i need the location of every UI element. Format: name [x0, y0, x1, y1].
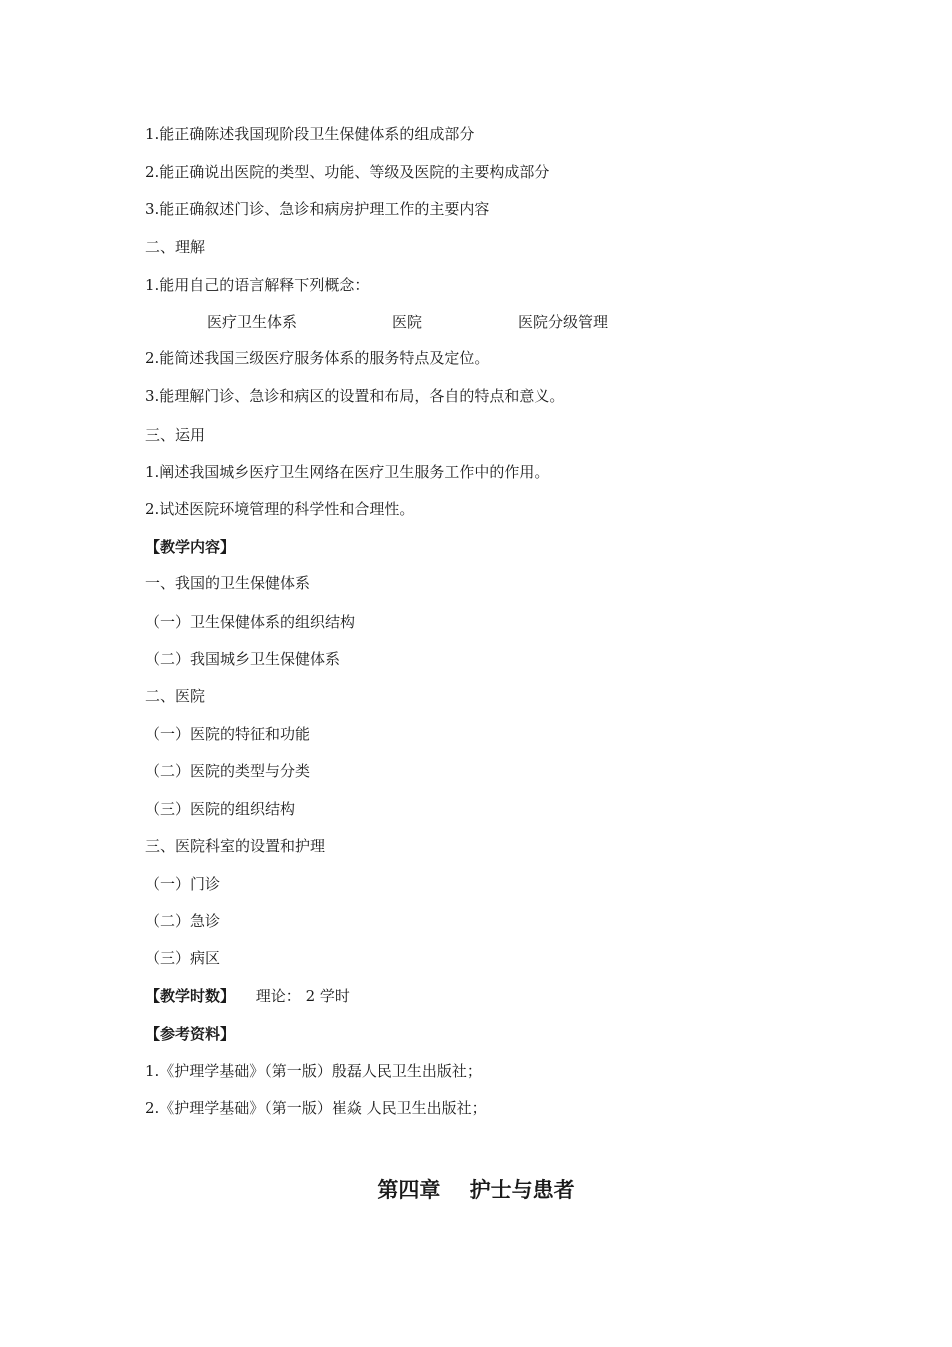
- section-understand-heading: 二、理解: [145, 238, 206, 256]
- section-apply-heading: 三、运用: [145, 426, 206, 444]
- content-section-2: 二、医院: [145, 687, 206, 705]
- content-item-1-2: （二）我国城乡卫生保健体系: [145, 650, 341, 668]
- content-item-2-2: （二）医院的类型与分类: [145, 762, 311, 780]
- teaching-hours-value: 理论： 2 学时: [255, 987, 350, 1005]
- teaching-hours-heading: 【教学时数】: [145, 987, 236, 1005]
- references-heading: 【参考资料】: [145, 1025, 236, 1043]
- teaching-hours-row: [145, 986, 350, 1006]
- content-item-2-3: （三）医院的组织结构: [145, 800, 296, 818]
- understand-item-2: 2.能简述我国三级医疗服务体系的服务特点及定位。: [145, 349, 490, 367]
- content-item-1-1: （一）卫生保健体系的组织结构: [145, 613, 356, 631]
- reference-1: 1.《护理学基础》（第一版）殷磊人民卫生出版社；: [145, 1062, 482, 1080]
- term-1: 医疗卫生体系: [207, 313, 298, 331]
- term-2: 医院: [392, 313, 423, 331]
- content-item-2-1: （一）医院的特征和功能: [145, 725, 311, 743]
- content-item-3-1: （一）门诊: [145, 875, 221, 893]
- apply-item-2: 2.试述医院环境管理的科学性和合理性。: [145, 500, 415, 518]
- content-section-3: 三、医院科室的设置和护理: [145, 837, 326, 855]
- chapter-title: 第四章 护士与患者: [377, 1177, 575, 1202]
- objective-3: 3.能正确叙述门诊、急诊和病房护理工作的主要内容: [145, 200, 490, 218]
- objective-1: 1.能正确陈述我国现阶段卫生保健体系的组成部分: [145, 125, 475, 143]
- content-item-3-3: （三）病区: [145, 949, 221, 967]
- understand-item-1: 1.能用自己的语言解释下列概念：: [145, 276, 370, 294]
- understand-item-3: 3.能理解门诊、急诊和病区的设置和布局，各自的特点和意义。: [145, 387, 565, 405]
- content-section-1: 一、我国的卫生保健体系: [145, 574, 311, 592]
- term-3: 医院分级管理: [518, 313, 609, 331]
- apply-item-1: 1.阐述我国城乡医疗卫生网络在医疗卫生服务工作中的作用。: [145, 463, 550, 481]
- objective-2: 2.能正确说出医院的类型、功能、等级及医院的主要构成部分: [145, 163, 550, 181]
- reference-2: 2.《护理学基础》（第一版）崔焱 人民卫生出版社；: [145, 1099, 487, 1117]
- teaching-content-heading: 【教学内容】: [145, 538, 236, 556]
- content-item-3-2: （二）急诊: [145, 912, 221, 930]
